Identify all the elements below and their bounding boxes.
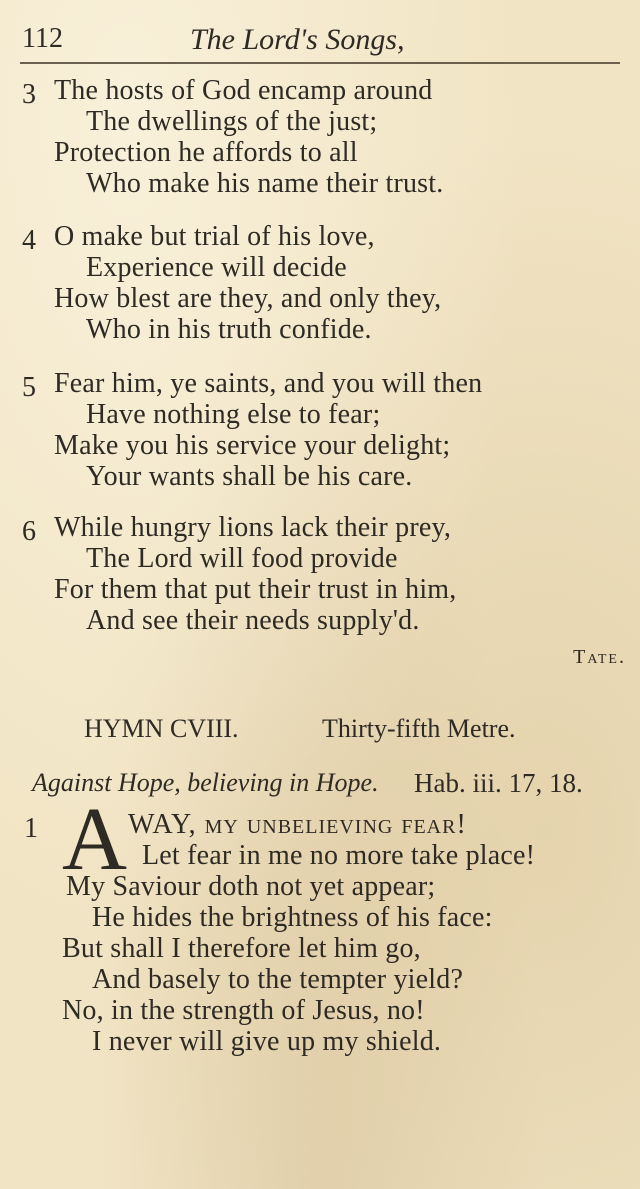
- stanza-number: 4: [22, 225, 36, 256]
- verse-line: WAY, my unbelieving fear!: [128, 809, 467, 840]
- verse-line: He hides the brightness of his face:: [92, 902, 493, 933]
- verse-line: How blest are they, and only they,: [54, 283, 442, 314]
- stanza-number: 1: [24, 813, 38, 844]
- verse-line: Let fear in me no more take place!: [142, 840, 536, 871]
- scripture-reference: Hab. iii. 17, 18.: [414, 768, 583, 798]
- verse-line: O make but trial of his love,: [54, 221, 375, 252]
- header-rule: [20, 62, 620, 64]
- hymn-subtitle: Against Hope, believing in Hope.: [32, 768, 379, 797]
- stanza-number: 6: [22, 516, 36, 547]
- verse-line: And see their needs supply'd.: [86, 605, 420, 636]
- verse-line: I never will give up my shield.: [92, 1026, 442, 1057]
- verse-line: The hosts of God encamp around: [54, 75, 433, 106]
- verse-line: No, in the strength of Jesus, no!: [62, 995, 425, 1026]
- verse-line: Experience will decide: [86, 252, 347, 283]
- running-title: The Lord's Songs,: [190, 23, 405, 56]
- verse-line: Who in his truth confide.: [86, 314, 372, 345]
- verse-line: For them that put their trust in him,: [54, 574, 457, 605]
- verse-line: And basely to the tempter yield?: [92, 964, 464, 995]
- verse-line: The dwellings of the just;: [86, 106, 378, 137]
- hymn-title: HYMN CVIII.: [84, 714, 239, 743]
- verse-line: Fear him, ye saints, and you will then: [54, 368, 483, 399]
- drop-cap: A: [62, 790, 127, 889]
- verse-line: Make you his service your delight;: [54, 430, 451, 461]
- stanza-number: 5: [22, 372, 36, 403]
- verse-line: Protection he affords to all: [54, 137, 358, 168]
- verse-line: Have nothing else to fear;: [86, 399, 381, 430]
- verse-line: But shall I therefore let him go,: [62, 933, 421, 964]
- hymn-metre: Thirty-fifth Metre.: [322, 714, 516, 743]
- author-attribution: Tate.: [573, 646, 626, 668]
- page-number: 112: [22, 23, 63, 54]
- verse-line: While hungry lions lack their prey,: [54, 512, 452, 543]
- verse-line: My Saviour doth not yet appear;: [66, 871, 436, 902]
- verse-line: The Lord will food provide: [86, 543, 398, 574]
- verse-line: Your wants shall be his care.: [86, 461, 413, 492]
- stanza-number: 3: [22, 79, 36, 110]
- verse-line: Who make his name their trust.: [86, 168, 444, 199]
